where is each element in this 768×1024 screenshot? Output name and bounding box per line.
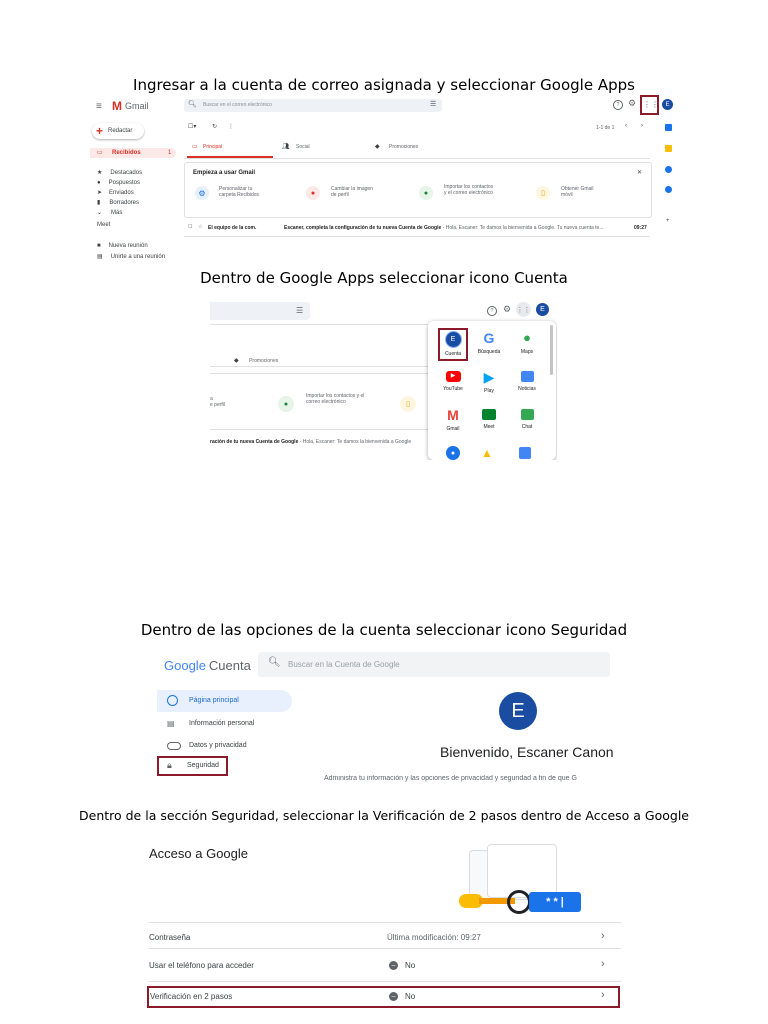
tasks-icon[interactable] bbox=[665, 166, 672, 173]
nav-datos-privacidad[interactable]: Datos y privacidad bbox=[157, 737, 292, 755]
tag-icon: ◆ bbox=[234, 358, 239, 364]
welcome-title: Empieza a usar Gmail bbox=[193, 170, 256, 176]
meet-header: Meet bbox=[97, 222, 111, 228]
search-bar[interactable] bbox=[184, 99, 442, 112]
off-status-icon: – bbox=[389, 992, 398, 1001]
calendar-icon[interactable] bbox=[665, 124, 672, 131]
welcome-card bbox=[184, 162, 652, 218]
app-maps[interactable]: ● Maps bbox=[512, 329, 542, 355]
apps-screenshot bbox=[210, 298, 557, 460]
step-4-caption: Dentro de la sección Seguridad, seleccionar la Verificación de 2 pasos dentro de Acceso a Google bbox=[79, 808, 689, 823]
add-addon-icon[interactable]: + bbox=[666, 218, 670, 224]
row-contrasena[interactable]: Contraseña Última modificación: 09:27 › bbox=[149, 930, 605, 942]
chevron-right-icon: › bbox=[601, 989, 605, 1001]
toggle-icon bbox=[167, 742, 181, 750]
sidebar-item-mas[interactable]: ⌄ Más bbox=[97, 210, 123, 216]
email-checkbox[interactable]: ☐ bbox=[188, 224, 193, 230]
more-icon[interactable]: ⋮ bbox=[228, 124, 234, 130]
mobile-icon: ▯ bbox=[536, 186, 550, 200]
apps-grid-icon[interactable]: ⋮⋮ bbox=[516, 302, 531, 317]
prev-page-icon[interactable]: ‹ bbox=[625, 123, 627, 129]
meet-new-meeting[interactable]: ■ Nueva reunión bbox=[97, 243, 148, 249]
keep-icon[interactable] bbox=[665, 145, 672, 152]
tag-icon: ◆ bbox=[375, 144, 380, 150]
sidebar-item-enviados[interactable]: ➤ Enviados bbox=[97, 190, 134, 196]
plus-icon: + bbox=[96, 124, 104, 138]
divider bbox=[210, 366, 428, 367]
app-noticias[interactable]: Noticias bbox=[512, 368, 542, 392]
welcome-item[interactable]: Personalizar tu carpeta Recibidos bbox=[219, 186, 260, 198]
refresh-icon[interactable]: ↻ bbox=[212, 124, 218, 130]
search-input[interactable]: Buscar en la Cuenta de Google bbox=[288, 660, 400, 669]
settings-icon[interactable]: ⚙ bbox=[503, 304, 512, 314]
apps-highlight bbox=[640, 95, 659, 115]
chevron-down-icon: ⌄ bbox=[97, 210, 103, 216]
sidebar-item-pospuestos[interactable]: ● Pospuestos bbox=[97, 180, 140, 186]
password-field-icon: * * | bbox=[529, 892, 581, 912]
profile-fragment: a e perfil bbox=[210, 396, 226, 408]
off-status-icon: – bbox=[389, 961, 398, 970]
import-contacts-icon: ● bbox=[419, 186, 433, 200]
star-icon[interactable]: ☆ bbox=[198, 224, 203, 230]
help-icon[interactable]: ? bbox=[487, 306, 497, 316]
security-screenshot bbox=[144, 838, 624, 1018]
apps-grid-icon[interactable]: ⋮⋮ bbox=[643, 100, 659, 109]
search-icon: 🔍︎ bbox=[188, 101, 197, 108]
meet-join[interactable]: ▤ Unirte a una reunión bbox=[97, 254, 166, 260]
welcome-item[interactable]: Importar los contactos y el correo electrónico bbox=[306, 393, 365, 405]
nav-seguridad[interactable]: 🔒︎ Seguridad bbox=[167, 760, 219, 770]
menu-icon[interactable]: ≡ bbox=[96, 101, 102, 112]
tab-divider bbox=[184, 158, 650, 159]
star-icon: ★ bbox=[97, 170, 103, 176]
play-icon: ▶ bbox=[483, 369, 495, 385]
app-gmail[interactable]: M Gmail bbox=[438, 406, 468, 432]
search-input[interactable]: Buscar en el correo electrónico bbox=[203, 102, 272, 108]
tab-promociones[interactable]: ◆ Promociones bbox=[234, 358, 279, 364]
select-checkbox[interactable]: ☐▾ bbox=[188, 124, 197, 130]
row-telefono[interactable]: Usar el teléfono para acceder – No › bbox=[149, 958, 605, 970]
meet-icon bbox=[482, 409, 496, 420]
gmail-icon: M bbox=[447, 407, 459, 423]
avatar[interactable]: E bbox=[536, 303, 549, 316]
app-chat[interactable]: Chat bbox=[512, 406, 542, 430]
sidebar-item-destacados[interactable]: ★ Destacados bbox=[97, 170, 143, 176]
welcome-item[interactable]: Importar los contactos y el correo electrónico bbox=[444, 184, 494, 196]
clock-icon: ● bbox=[97, 180, 101, 186]
scrollbar[interactable] bbox=[550, 325, 553, 375]
app-youtube[interactable]: ▶ YouTube bbox=[443, 373, 463, 392]
calendar-app-icon[interactable] bbox=[519, 447, 531, 459]
next-page-icon[interactable]: › bbox=[641, 123, 643, 129]
google-search-icon: G bbox=[483, 330, 495, 346]
settings-icon[interactable]: ⚙ bbox=[628, 98, 637, 108]
pagination: 1-1 de 1 bbox=[596, 125, 615, 131]
inbox-tab-icon: ▭ bbox=[192, 144, 198, 150]
sidebar-item-recibidos[interactable]: ▭ Recibidos 1 bbox=[90, 148, 176, 158]
send-icon: ➤ bbox=[97, 190, 103, 196]
filter-icon[interactable]: ☰ bbox=[430, 101, 437, 108]
welcome-item[interactable]: Obtener Gmail móvil bbox=[561, 186, 594, 198]
import-contacts-icon: ● bbox=[278, 396, 294, 412]
step-1-caption: Ingresar a la cuenta de correo asignada y seleccionar Google Apps bbox=[133, 76, 635, 94]
contacts-app-icon[interactable]: ● bbox=[446, 446, 460, 460]
step-3-caption: Dentro de las opciones de la cuenta seleccionar icono Seguridad bbox=[140, 621, 628, 639]
security-illustration bbox=[449, 842, 619, 920]
welcome-item[interactable]: Cambiar la imagen de perfil bbox=[331, 186, 373, 198]
gmail-m-icon: M bbox=[112, 99, 122, 113]
apps-dropdown bbox=[428, 321, 556, 460]
help-icon[interactable]: ? bbox=[613, 100, 623, 110]
chat-icon bbox=[521, 409, 534, 420]
news-icon bbox=[521, 371, 534, 382]
people-icon: 👥︎ bbox=[282, 144, 290, 150]
video-icon: ■ bbox=[97, 243, 101, 249]
email-row[interactable]: ☐ ☆ El equipo de la com. Escaner, completa la configuración de tu nueva Cuenta de Google - Hola, Escaner: Te damos la bienvenida a Google. Tu nueva cuenta te... 09:27 bbox=[188, 224, 647, 231]
profile-image-icon: ● bbox=[306, 186, 320, 200]
nav-informacion-personal[interactable]: ▤ Información personal bbox=[167, 719, 255, 728]
chevron-right-icon: › bbox=[601, 958, 605, 970]
avatar[interactable]: E bbox=[662, 99, 673, 110]
app-busqueda[interactable]: G Búsqueda bbox=[474, 329, 504, 355]
account-search-bar[interactable] bbox=[258, 652, 610, 677]
google-account-logo[interactable]: Google Cuenta bbox=[164, 658, 251, 673]
youtube-icon: ▶ bbox=[446, 371, 461, 382]
divider bbox=[184, 236, 650, 237]
row-divider bbox=[149, 981, 621, 982]
welcome-subtitle: Administra tu información y las opciones de privacidad y seguridad a fin de que G bbox=[324, 775, 577, 782]
app-play[interactable]: ▶ Play bbox=[474, 368, 504, 394]
account-screenshot bbox=[154, 648, 614, 788]
customize-icon: ⚙ bbox=[195, 186, 209, 200]
ring-icon bbox=[507, 890, 531, 914]
account-icon: E bbox=[445, 331, 462, 348]
close-icon[interactable]: ✕ bbox=[637, 170, 643, 176]
search-icon: 🔍︎ bbox=[268, 657, 281, 668]
divider bbox=[210, 324, 428, 325]
chevron-right-icon: › bbox=[601, 930, 605, 942]
draft-icon: ▮ bbox=[97, 200, 101, 206]
row-verificacion-2-pasos[interactable]: Verificación en 2 pasos – No › bbox=[150, 989, 605, 1001]
home-icon bbox=[167, 695, 178, 706]
nav-pagina-principal[interactable]: Página principal bbox=[157, 690, 292, 712]
app-cuenta[interactable]: E Cuenta bbox=[438, 329, 468, 357]
email-subject-line: Escaner, completa la configuración de tu nueva Cuenta de Google - Hola, Escaner: Te damos la bienvenida a Google. Tu nueva cuenta te... bbox=[284, 225, 604, 231]
gmail-logo[interactable]: M Gmail bbox=[112, 99, 149, 113]
compose-button[interactable]: + Redactar bbox=[92, 123, 144, 139]
lock-icon: 🔒︎ bbox=[167, 760, 172, 770]
gmail-screenshot: ≡ M Gmail 🔍︎ Buscar en el correo electrónico ☰ ? ⚙ ⋮⋮ E + Redactar ▭ Recibidos 1 ★ Destacados ● Pospuestos ➤ Enviados ▮ Borradores ⌄ Más Meet ■ Nueva reunión ▤ Unirte a una reunión ☐▾ ↻ ⋮ 1-1 de 1 ‹ › ▭ Principal 👥︎ Social ◆ Promociones Empieza a usar Gmail ✕ ⚙ Personalizar tu carpeta Recibidos ● Cambiar la imagen de perfil ● Importar los contactos y el correo electrónico ▯ Obtener Gmail móvil ☐ ☆ El equipo de la com. Escaner, completa la configuración de tu nueva Cuenta de Google - Hola, Escaner: Te damos la bienvenida a Google. Tu nueva cuenta te... 09:27 + bbox=[90, 94, 680, 262]
tab-principal[interactable]: ▭ Principal bbox=[187, 139, 273, 158]
id-card-icon: ▤ bbox=[167, 719, 175, 728]
keyboard-icon: ▤ bbox=[97, 254, 103, 260]
search-bar-fragment bbox=[210, 302, 310, 320]
sidebar-item-borradores[interactable]: ▮ Borradores bbox=[97, 200, 139, 206]
email-fragment: ración de tu nueva Cuenta de Google - Hola, Escaner: Te damos la bienvenida a Google bbox=[210, 439, 412, 445]
filter-icon[interactable]: ☰ bbox=[296, 306, 304, 315]
drive-app-icon[interactable]: ▲ bbox=[481, 446, 493, 460]
account-avatar[interactable]: E bbox=[499, 692, 537, 730]
maps-icon: ● bbox=[523, 330, 531, 345]
step-2-caption: Dentro de Google Apps seleccionar icono Cuenta bbox=[200, 269, 568, 287]
mobile-icon: ▯ bbox=[400, 396, 416, 412]
welcome-heading: Bienvenido, Escaner Canon bbox=[440, 744, 614, 760]
contacts-icon[interactable] bbox=[665, 186, 672, 193]
section-title: Acceso a Google bbox=[149, 846, 249, 861]
app-meet[interactable]: Meet bbox=[474, 406, 504, 430]
inbox-icon: ▭ bbox=[97, 150, 103, 156]
